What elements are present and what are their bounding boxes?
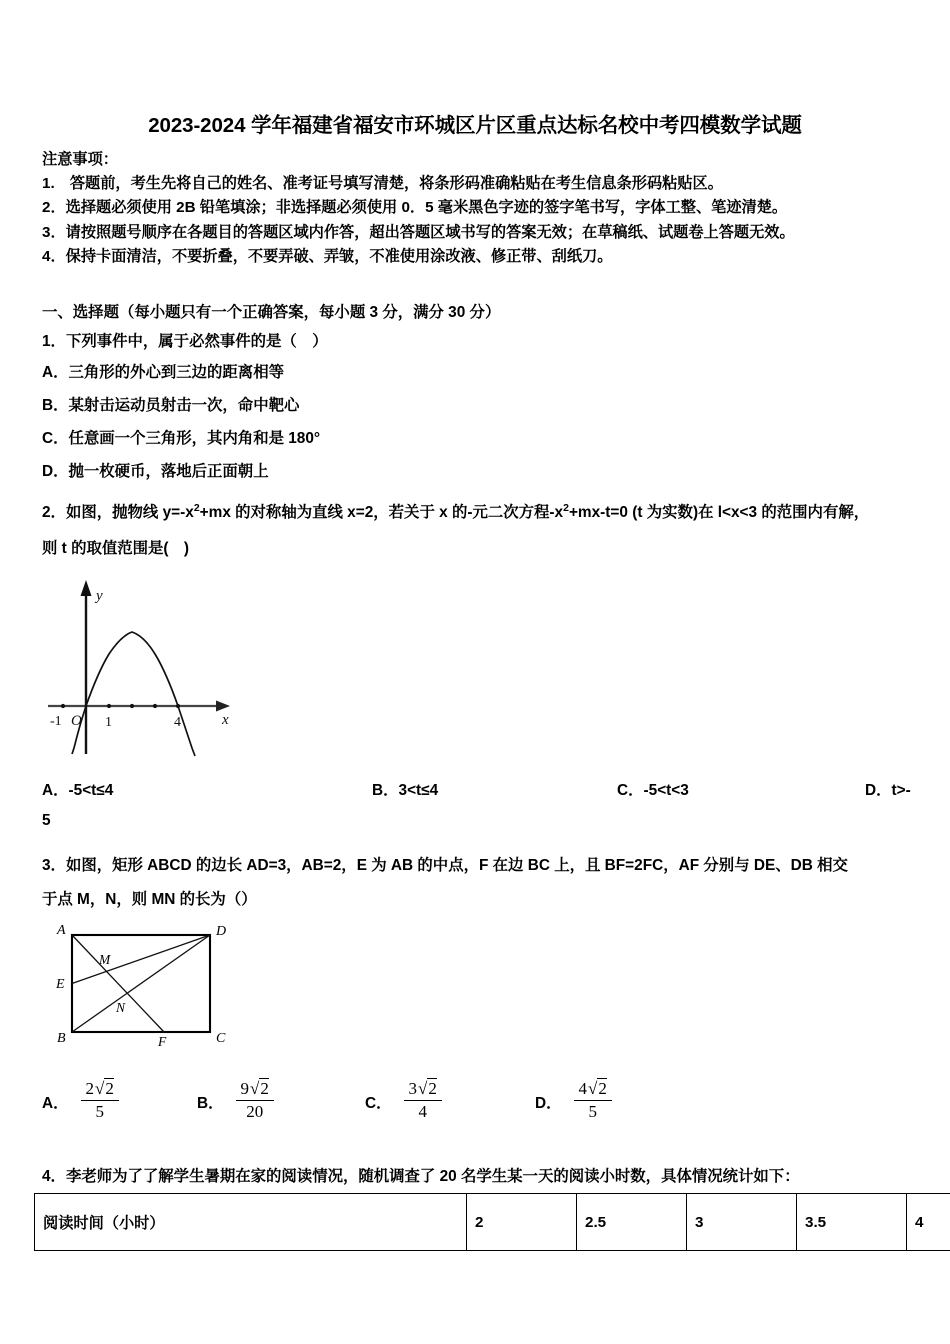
question-3-stem-line2: 于点 M，N，则 MN 的长为（）	[42, 891, 257, 908]
segment-bd	[72, 935, 210, 1032]
question-2-exponent-1: 2	[193, 502, 200, 514]
segment-ed	[72, 935, 210, 984]
question-4-stem: 4．李老师为了了解学生暑期在家的阅读情况，随机调查了 20 名学生某一天的阅读小时数，具体情况统计如下：	[42, 1168, 800, 1185]
notice-item-1: 1. 答题前，考生先将自己的姓名、准考证号填写清楚，将条形码准确粘贴在考生信息条形码粘贴区。	[42, 175, 723, 193]
fraction-c-numerator: 3√2	[404, 1078, 442, 1101]
notice-heading: 注意事项：	[42, 151, 118, 168]
question-2-stem-part1: 2．如图，抛物线 y=-x	[42, 504, 194, 521]
fraction-a-denominator: 5	[95, 1102, 104, 1121]
point-label-e: E	[56, 977, 65, 992]
rectangle-svg	[50, 920, 240, 1050]
question-3-option-a-label: A．	[42, 1095, 69, 1112]
question-1-stem: 1．下列事件中，属于必然事件的是（ ）	[42, 333, 328, 350]
segment-af	[72, 935, 164, 1032]
vertex-label-c: C	[216, 1031, 226, 1046]
rectangle-figure	[50, 920, 240, 1050]
vertex-label-b: B	[57, 1031, 66, 1046]
question-2-options	[0, 778, 950, 838]
question-1-option-c[interactable]: C．任意画一个三角形，其内角和是 180°	[42, 430, 321, 447]
question-2-stem	[42, 496, 922, 566]
question-1-option-b[interactable]: B．某射击运动员射击一次，命中靶心	[42, 397, 300, 414]
table-cell-value-5: 4	[907, 1194, 950, 1251]
tick-dot-2	[130, 704, 134, 708]
notice-item-2: 2．选择题必须使用 2B 铅笔填涂；非选择题必须使用 0．5 毫米黑色字迹的签字笔书写，字体工整、笔迹清楚。	[42, 199, 788, 217]
question-3-stem-line1: 3．如图，矩形 ABCD 的边长 AD=3，AB=2，E 为 AB 的中点，F 在边 BC 上，且 BF=2FC，AF 分别与 DE、DB 相交	[42, 857, 848, 874]
fraction-b-numerator: 9√2	[236, 1078, 274, 1101]
question-3-stem	[42, 849, 922, 917]
question-2-exponent-2: 2	[563, 502, 569, 514]
question-2-option-c[interactable]: C．-5<t<3	[617, 782, 689, 799]
question-3-options	[0, 1080, 950, 1146]
y-axis-arrow	[81, 580, 92, 596]
fraction-b-denominator: 20	[246, 1102, 264, 1121]
y-axis-label: y	[96, 588, 103, 604]
reading-time-table	[34, 1193, 950, 1251]
notice-block	[42, 148, 912, 269]
question-2-option-a[interactable]: A．-5<t≤4	[42, 782, 114, 799]
tick-label-4: 4	[174, 715, 181, 730]
table-cell-value-3: 3	[687, 1194, 797, 1251]
parabola-svg	[44, 572, 244, 757]
question-2-option-d[interactable]: D．t>-	[865, 782, 911, 799]
point-label-n: N	[116, 1000, 126, 1015]
point-label-f: F	[158, 1034, 167, 1049]
point-label-m: M	[99, 952, 111, 967]
tick-label-neg1: -1	[50, 714, 62, 729]
fraction-a	[81, 1078, 119, 1122]
question-3-option-a[interactable]	[42, 1080, 119, 1124]
question-2-option-b[interactable]: B．3<t≤4	[372, 782, 439, 799]
fraction-c	[404, 1078, 442, 1122]
table-row	[35, 1194, 950, 1251]
question-3-option-b-label: B．	[197, 1095, 224, 1112]
parabola-curve	[72, 632, 195, 756]
vertex-label-a: A	[57, 923, 66, 938]
question-3-option-c-label: C．	[365, 1095, 392, 1112]
x-axis-label: x	[222, 712, 229, 728]
tick-label-1: 1	[105, 715, 112, 730]
vertex-label-d: D	[216, 924, 227, 939]
tick-label-origin: O	[71, 713, 82, 729]
question-2-stem-part2: +mx 的对称轴为直线 x=2，若关于 x 的-元二次方程-x	[199, 504, 564, 521]
tick-dot-1	[107, 704, 111, 708]
question-3-option-d-label: D．	[535, 1095, 562, 1112]
question-2-stem-line2: 则 t 的取值范围是( )	[42, 540, 190, 557]
question-2-stem-part3: +mx-t=0 (t 为实数)在 l<x<3 的范围内有解，	[568, 504, 870, 521]
table-cell-value-2: 2.5	[577, 1194, 687, 1251]
x-axis-arrow	[216, 701, 230, 712]
section-heading-multiple-choice: 一、选择题（每小题只有一个正确答案，每小题 3 分，满分 30 分）	[42, 304, 501, 321]
fraction-b	[236, 1078, 274, 1122]
question-1-option-d[interactable]: D．抛一枚硬币，落地后正面朝上	[42, 463, 269, 480]
question-3-option-c[interactable]	[365, 1080, 442, 1124]
fraction-d	[574, 1078, 612, 1122]
question-3-option-b[interactable]	[197, 1080, 274, 1124]
table-cell-value-4: 3.5	[797, 1194, 907, 1251]
question-1-option-a[interactable]: A．三角形的外心到三边的距离相等	[42, 364, 284, 381]
question-3-option-d[interactable]	[535, 1080, 612, 1124]
notice-item-3: 3．请按照题号顺序在各题目的答题区域内作答，超出答题区域书写的答案无效；在草稿纸、试题卷上答题无效。	[42, 223, 795, 241]
tick-dot-3	[153, 704, 157, 708]
tick-dot-neg1	[61, 704, 65, 708]
page-title: 2023-2024 学年福建省福安市环城区片区重点达标名校中考四模数学试题	[148, 114, 802, 137]
parabola-figure	[44, 572, 244, 757]
table-row-label: 阅读时间（小时）	[35, 1194, 467, 1251]
fraction-d-numerator: 4√2	[574, 1078, 612, 1101]
fraction-a-numerator: 2√2	[81, 1078, 119, 1101]
fraction-c-denominator: 4	[418, 1102, 427, 1121]
question-2-option-d-wrap: 5	[42, 812, 51, 829]
table-cell-value-1: 2	[467, 1194, 577, 1251]
fraction-d-denominator: 5	[588, 1102, 597, 1121]
notice-item-4: 4．保持卡面清洁，不要折叠，不要弄破、弄皱，不准使用涂改液、修正带、刮纸刀。	[42, 247, 613, 265]
